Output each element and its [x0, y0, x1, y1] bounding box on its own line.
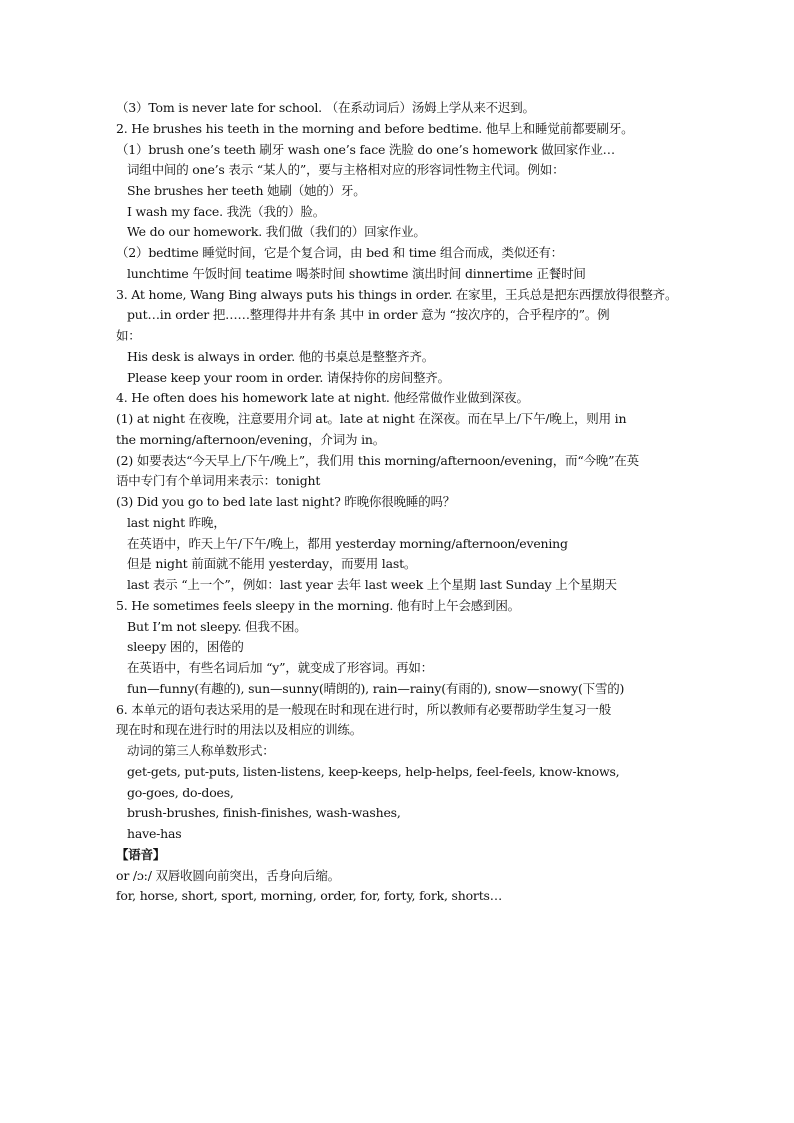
note-3-never-late: （3）Tom is never late for school. （在系动词后）汤姆上学从来不迟到。 [116, 100, 535, 115]
item-6-heading-cont: 现在时和现在进行时的用法以及相应的训练。 [116, 722, 363, 737]
example-room-order: Please keep your room in order. 请保持你的房间整齐。 [127, 370, 450, 385]
note-2-tonight-cont: 语中专门有个单词用来表示：tonight [116, 473, 321, 488]
example-noun-adjective: fun—funny(有趣的), sun—sunny(晴朗的), rain—rainy(有雨的), snow—snowy(下雪的) [127, 681, 625, 696]
example-desk-order: His desk is always in order. 他的书桌总是整整齐齐。 [127, 349, 435, 364]
note-noun-plus-y: 在英语中，有些名词后加 “y”，就变成了形容词。再如： [127, 660, 433, 675]
note-2-bedtime: （2）bedtime 睡觉时间，它是个复合词，由 bed 和 time 组合而成，类似还有： [116, 245, 563, 260]
example-brushes-teeth: She brushes her teeth 她刷（她的）牙。 [127, 183, 366, 198]
item-5-heading: 5. He sometimes feels sleepy in the morning. 他有时上午会感到困。 [116, 598, 520, 613]
example-wash-face: I wash my face. 我洗（我的）脸。 [127, 204, 326, 219]
example-not-sleepy: But I’m not sleepy. 但我不困。 [127, 619, 307, 634]
verb-forms-3: brush-brushes, finish-finishes, wash-washes, [127, 805, 401, 820]
phonetics-or-examples: for, horse, short, sport, morning, order, for, forty, fork, shorts… [116, 888, 503, 903]
note-third-person: 动词的第三人称单数形式： [127, 743, 275, 758]
note-put-in-order: put…in order 把……整理得井井有条 其中 in order 意为 “按次序的，合乎程序的”。例 [127, 307, 610, 322]
item-4-heading: 4. He often does his homework late at night. 他经常做作业做到深夜。 [116, 390, 529, 405]
item-2-heading: 2. He brushes his teeth in the morning and before bedtime. 他早上和睡觉前都要刷牙。 [116, 121, 634, 136]
note-1-at-night: (1) at night 在夜晚，注意要用介词 at。late at night 在深夜。而在早上/下午/晚上，则用 in [116, 411, 627, 426]
verb-forms-4: have-has [127, 826, 182, 841]
item-3-heading: 3. At home, Wang Bing always puts his things in order. 在家里，王兵总是把东西摆放得很整齐。 [116, 287, 678, 302]
verb-forms-2: go-goes, do-does, [127, 785, 234, 800]
compound-words-list: lunchtime 午饭时间 teatime 喝茶时间 showtime 演出时间 dinnertime 正餐时间 [127, 266, 586, 281]
section-phonetics-heading: 【语音】 [116, 847, 166, 862]
note-1-at-night-cont: the morning/afternoon/evening，介词为 in。 [116, 432, 386, 447]
note-put-in-order-cont: 如： [116, 328, 141, 343]
term-last-night: last night 昨晚， [127, 515, 226, 530]
term-sleepy: sleepy 困的，困倦的 [127, 639, 244, 654]
verb-forms-1: get-gets, put-puts, listen-listens, keep-keeps, help-helps, feel-feels, know-knows, [127, 764, 620, 779]
note-3-last-night: (3) Did you go to bed late last night? 昨晚你很晚睡的吗？ [116, 494, 456, 509]
example-homework: We do our homework. 我们做（我们的）回家作业。 [127, 224, 426, 239]
note-ones-explanation: 词组中间的 one’s 表示 “某人的”，要与主格相对应的形容词性物主代词。例如： [127, 162, 565, 177]
note-last-examples: last 表示 “上一个”，例如：last year 去年 last week 上个星期 last Sunday 上个星期天 [127, 577, 617, 592]
item-6-heading: 6. 本单元的语句表达采用的是一般现在时和现在进行时，所以教师有必要帮助学生复习一般 [116, 702, 612, 717]
note-yesterday: 在英语中，昨天上午/下午/晚上，都用 yesterday morning/afternoon/evening [127, 536, 568, 551]
note-night-last: 但是 night 前面就不能用 yesterday，而要用 last。 [127, 556, 417, 571]
note-2-tonight: (2) 如要表达“今天早上/下午/晚上”，我们用 this morning/afternoon/evening，而“今晚”在英 [116, 453, 639, 468]
phonetics-or-description: or /ɔ:/ 双唇收圆向前突出，舌身向后缩。 [116, 868, 340, 883]
note-1-phrases: （1）brush one’s teeth 刷牙 wash one’s face 洗脸 do one’s homework 做回家作业… [116, 142, 615, 157]
